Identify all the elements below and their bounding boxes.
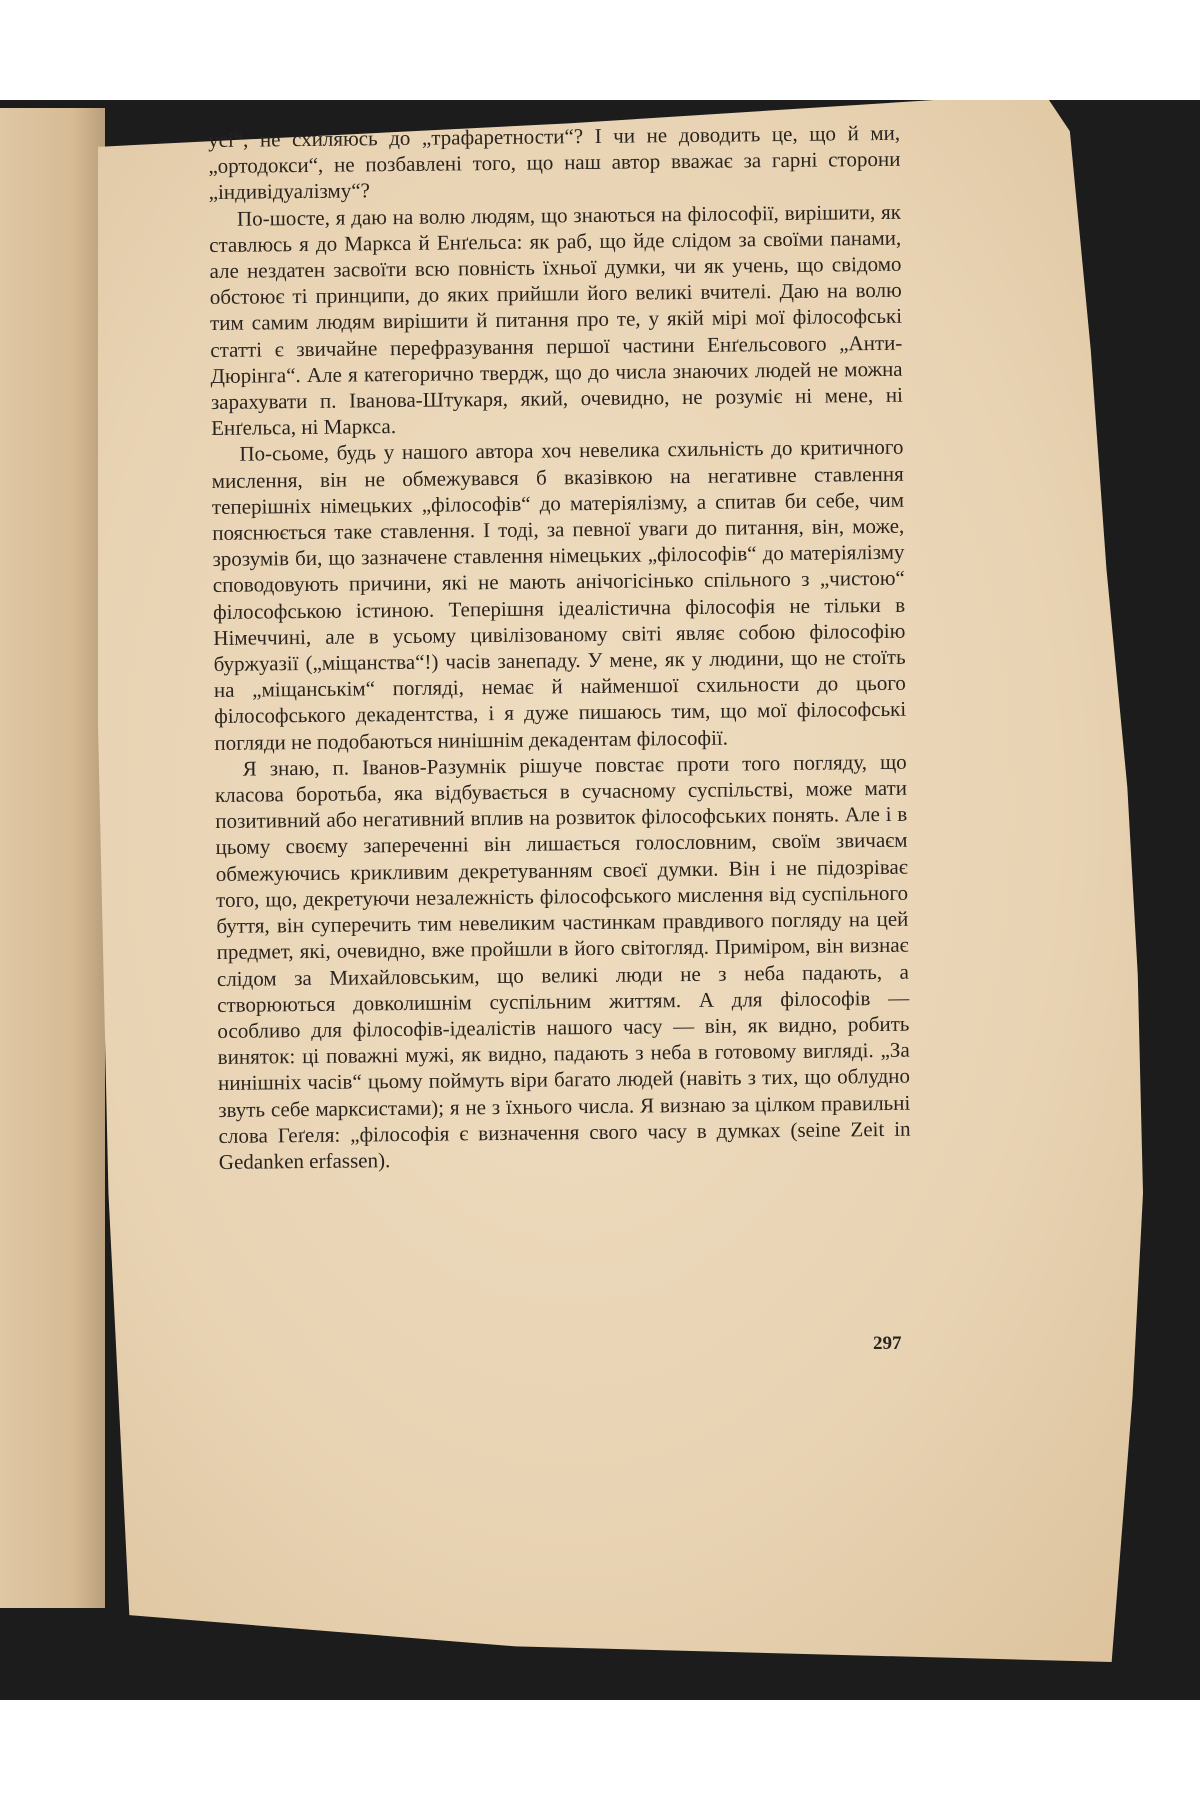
paragraph: усі“, не схиляюсь до „трафаретности“? І чи не доводить це, що й ми, „ортодокси“, не позбавлені того, що наш автор вважає за гарні сторони „індивідуалізму“? [208,120,901,205]
left-page-edge [0,108,105,1608]
paragraph: Я знаю, п. Іванов-Разумнік рішуче повстає проти того погляду, що класова боротьба, яка відбувається в сучасному суспільстві, може мати позитивний або негативний вплив на розвиток філософських понять. Але і в цьому своєму запереченні він лишається голословним, своїм звичаєм обмежуючись крикливим декретуванням своєї думки. Він і не підозріває того, що, декретуючи незалежність філософського мислення від суспільного буття, він суперечить тим невеликим частинкам правдивого погляду на цей предмет, які, очевидно, вже пройшли в його світогляд. Приміром, він визнає слідом за Михайловським, що великі люди не з неба падають, а створюються довколишнім суспільним життям. А для філософів — особливо для філософів-ідеалістів нашого часу — він, як видно, робить виняток: ці поважні мужі, як видно, падають з неба в готовому вигляді. „За нинішніх часів“ цьому поймуть віри багато людей (навіть з тих, що облудно звуть себе марксистами); я не з їхнього числа. Я визнаю за цілком правильні слова Геґеля: „філософія є визначення свого часу в думках (seine Zeit in Gedanken erfassen). [214,749,911,1174]
page-text [208,120,911,1175]
page-number: 297 [873,1333,902,1354]
paragraph: По-сьоме, будь у нашого автора хоч невелика схильність до критичного мислення, він не обмежувався б вказівкою на негативне ставлення теперішніх німецьких „філософів“ до матеріялізму, а спитав би себе, чим пояснюється таке ставлення. І тоді, за певної уваги до питання, він, може, зрозумів би, що зазначене ставлення німецьких „філософів“ до матеріялізму споводовують причини, які не мають анічогісінько спільного з „чистою“ філософською істиною. Теперішня ідеалістична філософія не тільки в Німеччині, але в усьому цивілізованому світі являє собою філософію буржуазії („міщанства“!) часів занепаду. У мене, як у людини, що не стоїть на „міщанськім“ погляді, немає й найменшої схильности до цього філософського декадентства, і я дуже пишаюсь тим, що мої філософські погляди не подобаються нинішнім декадентам філософії. [211,435,907,755]
paragraph: По-шосте, я даю на волю людям, що знаються на філософії, вирішити, як ставлюсь я до Маркса й Енґельса: як раб, що йде слідом за своїми панами, але нездатен засвоїти всю повність їхньої думки, чи як учень, що свідомо обстоює ті принципи, до яких прийшли його великі вчителі. Даю на волю тим самим людям вирішити й питання про те, у якій мірі мої філософські статті є звичайне перефразування першої частини Енґельсового „Анти-Дюрінга“. Але я категорично твердж, що до числа знаючих людей не можна зарахувати п. Іванова-Штукаря, який, очевидно, не розуміє ні мене, ні Енґельса, ні Маркса. [209,199,903,441]
